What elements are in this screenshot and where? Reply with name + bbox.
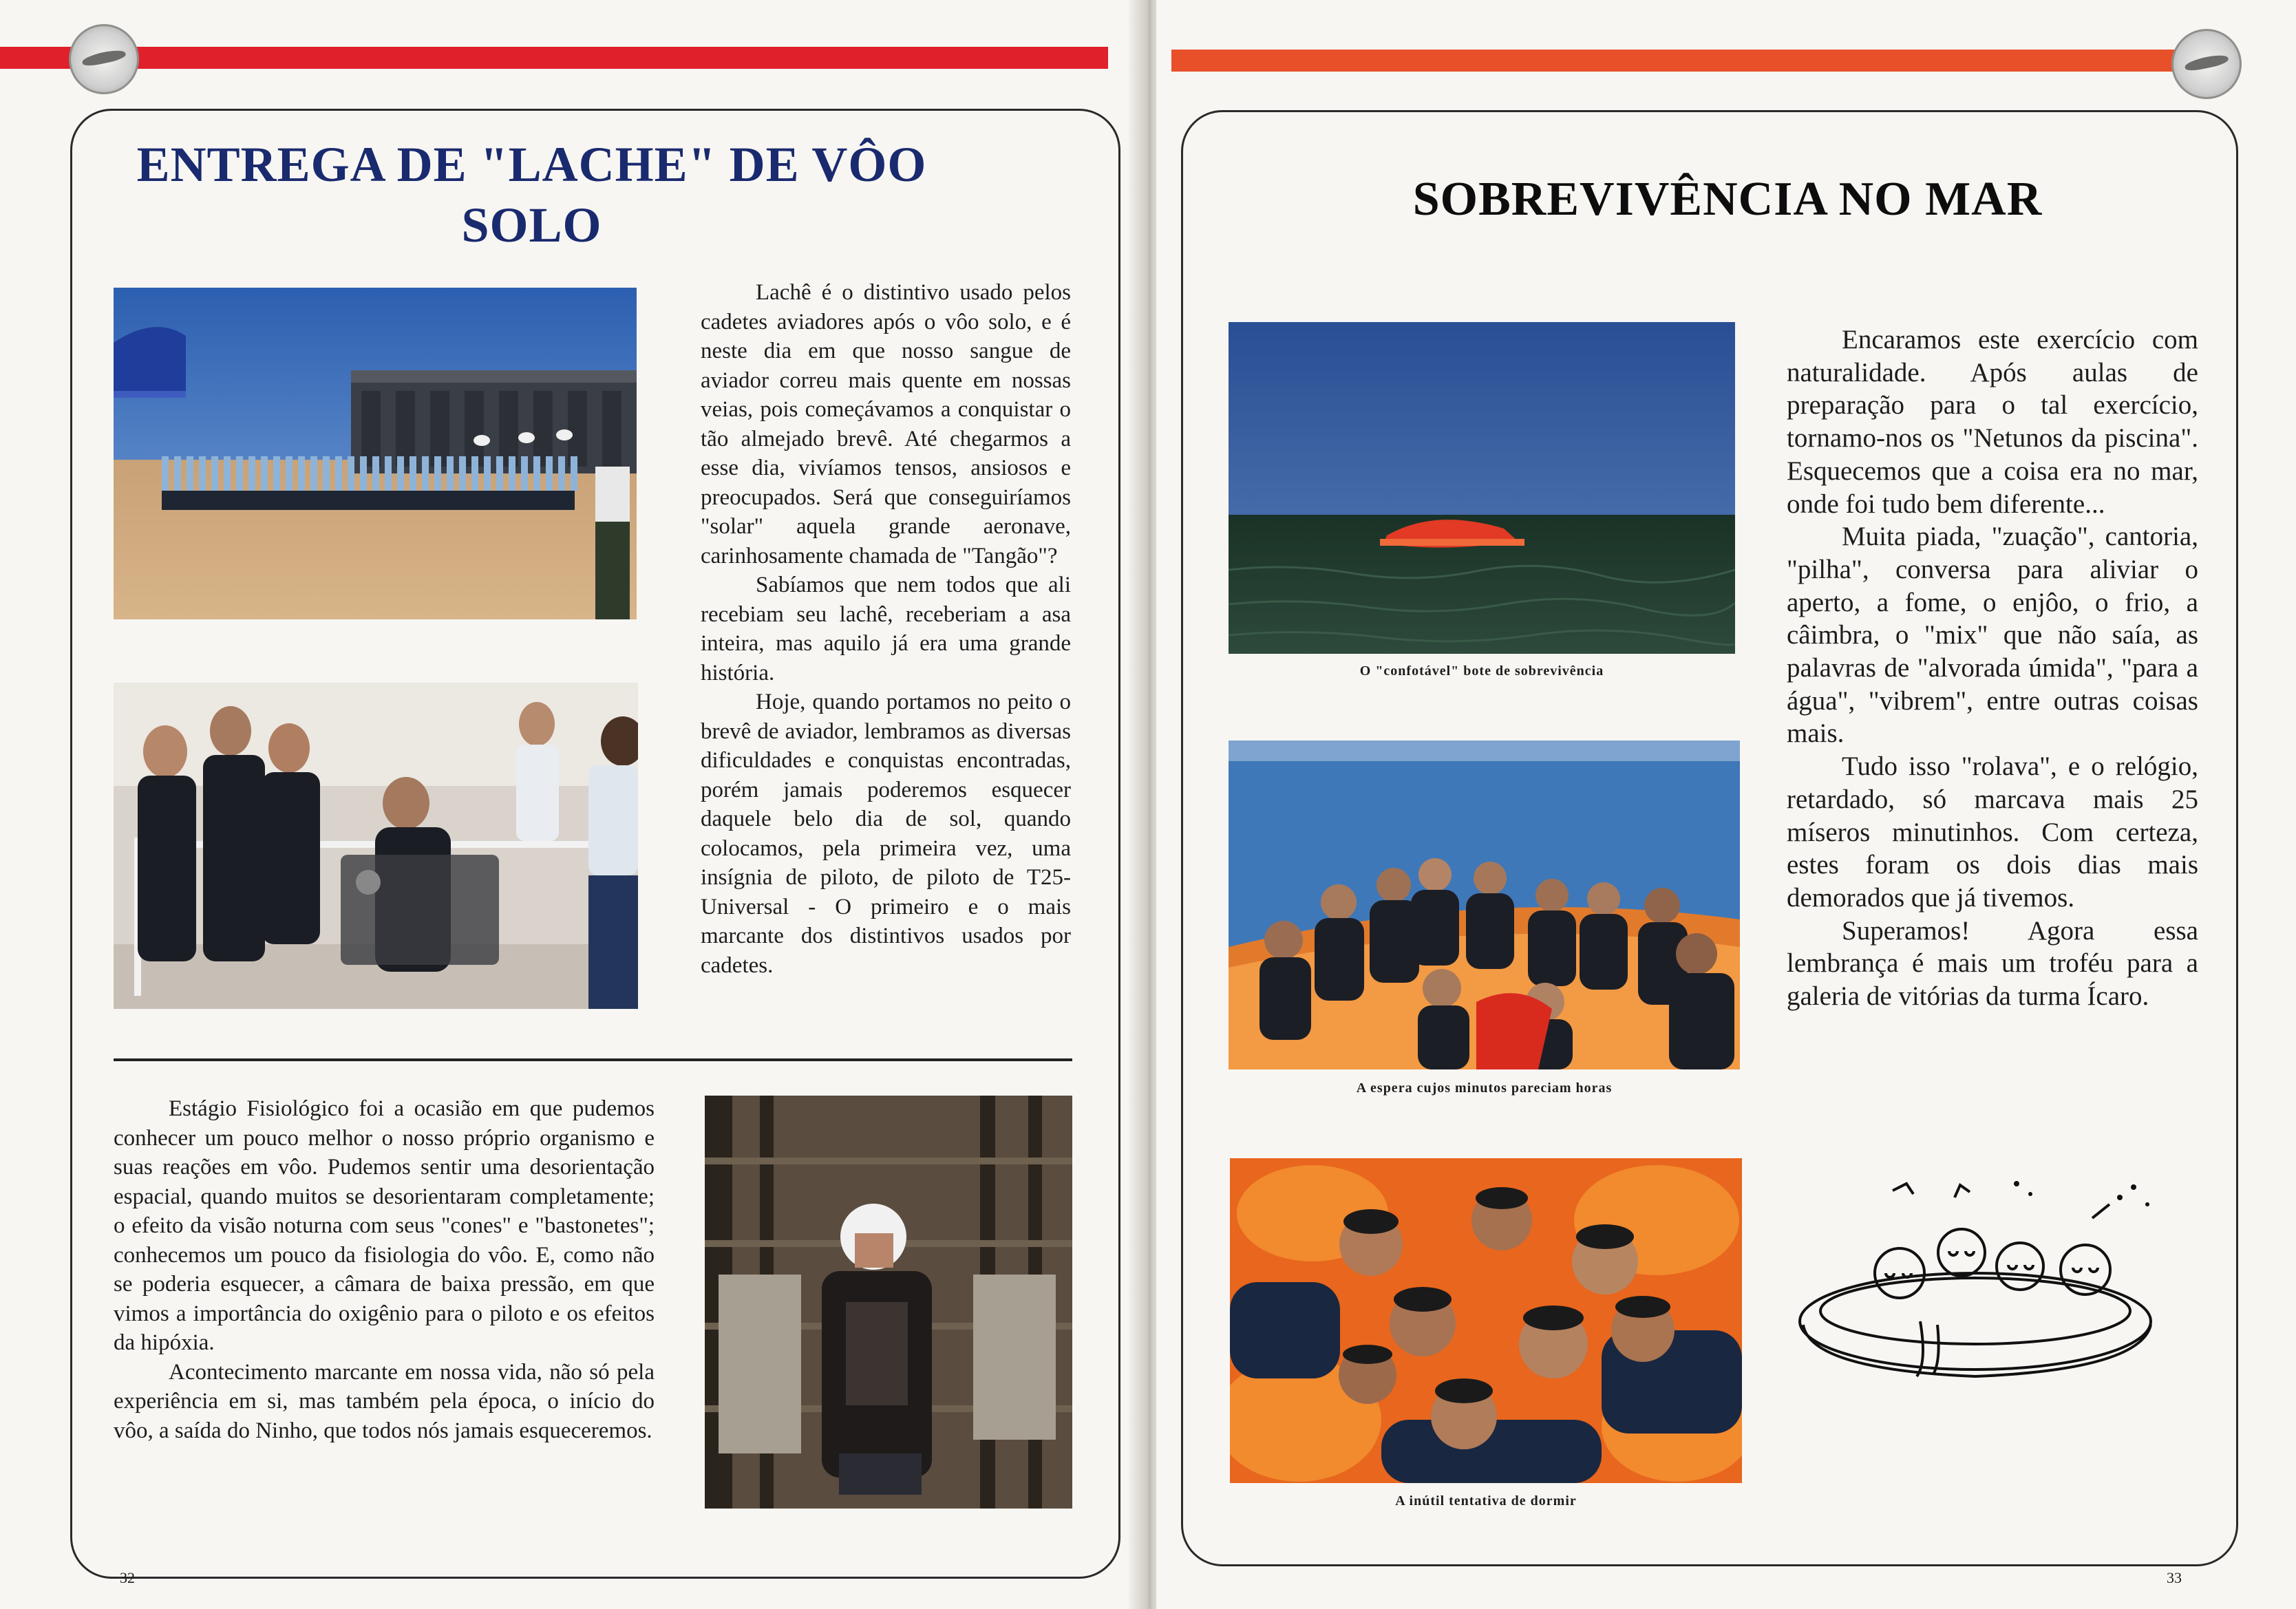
- lache-paragraph-2: Sabíamos que nem todos que ali recebiam seu lachê, receberiam a asa inteira, mas aquilo já era uma grande história.: [701, 573, 1071, 685]
- survival-paragraph-4: Superamos! Agora essa lembrança é mais um troféu para a galeria de vitórias da turma Ícaro.: [1787, 915, 2198, 1012]
- caption-waiting-photo: A espera cujos minutos pareciam horas: [1356, 1080, 1613, 1096]
- left-title-line-1: ENTREGA DE "LACHE" DE VÔO: [136, 137, 927, 192]
- right-page-title: SOBREVIVÊNCIA NO MAR: [1412, 173, 2043, 226]
- caption-raft-photo: O "confotável" bote de sobrevivência: [1359, 663, 1604, 679]
- photo-trying-to-sleep: [1230, 1158, 1742, 1483]
- survival-paragraph-3: Tudo isso "rolava", e o relógio, retardado, só marcava mais 25 míseros minutinhos. Com certeza, estes foram os dois dias mais demorados que já tivemos.: [1787, 752, 2198, 913]
- caption-sleep-photo: A inútil tentativa de dormir: [1395, 1493, 1577, 1509]
- photo-pilot-helmet: [705, 1096, 1072, 1509]
- survival-article-text: [1787, 323, 2198, 1013]
- right-page-number: 33: [2167, 1569, 2182, 1586]
- right-top-stripe: [1171, 50, 2211, 72]
- left-squadron-emblem-icon: [69, 24, 139, 94]
- physiology-article-text: [114, 1094, 655, 1445]
- physiology-paragraph-1: Estágio Fisiológico foi a ocasião em que pudemos conhecer um pouco melhor o nosso próprio organismo e suas reações em vôo. Pudemos sentir uma desorientação espacial, quando muitos se desorientaram completamente; o efeito da visão noturna com seus "cones" e "bastonetes"; conhecemos um pouco da fisiologia do vôo. E, como não se poderia esquecer, a câmara de baixa pressão, em que vimos a importância do oxigênio para o piloto e os efeitos da hipóxia.: [114, 1096, 655, 1355]
- left-page-title: [103, 134, 960, 255]
- cartoon-cadets-in-raft: [1789, 1170, 2196, 1383]
- right-squadron-emblem-icon: [2171, 29, 2242, 99]
- left-page-number: 32: [120, 1569, 135, 1586]
- physiology-paragraph-2: Acontecimento marcante em nossa vida, não só pela experiência em si, mas também pela época, o início do vôo, a saída do Ninho, que todos nós jamais esqueceremos.: [114, 1359, 655, 1443]
- left-top-stripe: [0, 47, 1108, 69]
- lache-article-text: [701, 278, 1071, 980]
- survival-paragraph-2: Muita piada, "zuação", cantoria, "pilha", conversa para aliviar o aperto, a fome, o enjôo, o frio, a câimbra, o "mix" que não saía, as palavras de "alvorada úmida", "para a água", "vibrem", entre outras coisas mais.: [1787, 522, 2198, 749]
- photo-cadet-formation: [114, 288, 637, 619]
- section-divider-rule: [114, 1058, 1072, 1061]
- photo-survival-raft-sea: [1229, 322, 1735, 654]
- survival-paragraph-1: Encaramos este exercício com naturalidade. Após aulas de preparação para o tal exercício, tornamo-nos os "Netunos da piscina". Esquecemos que a coisa era no mar, onde foi tudo bem diferente...: [1787, 325, 2198, 519]
- lache-paragraph-3: Hoje, quando portamos no peito o brevê de aviador, lembramos as diversas dificuldades e conquistas encontradas, porém jamais poderemos esquecer daquele belo dia de sol, quando colocamos, pela primeira vez, uma insígnia de piloto, de piloto de T25-Universal - O primeiro e o mais marcante dos distintivos usados por cadetes.: [701, 690, 1071, 978]
- lache-paragraph-1: Lachê é o distintivo usado pelos cadetes aviadores após o vôo solo, e é neste dia em que nosso sangue de aviador correu mais quente em nossas veias, pois começávamos a conquistar o tão almejado brevê. Até chegarmos a esse dia, vivíamos tensos, ansiosos e preocupados. Será que conseguiríamos "solar" aquela grande aeronave, carinhosamente chamada de "Tangão"?: [701, 280, 1071, 568]
- photo-waiting-in-raft: [1229, 740, 1740, 1069]
- photo-cadets-simulator: [114, 683, 638, 1009]
- left-title-line-2: SOLO: [461, 198, 602, 253]
- left-page: [0, 0, 1142, 1609]
